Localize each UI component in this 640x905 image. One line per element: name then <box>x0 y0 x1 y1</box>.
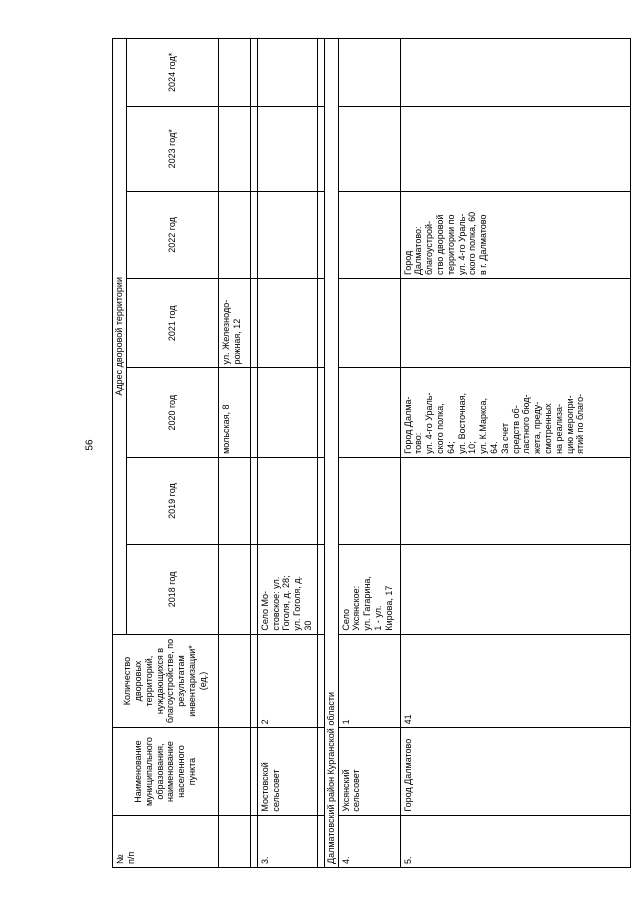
landscape-page <box>112 38 637 868</box>
table-row <box>218 39 250 868</box>
cell-2020: Город Далма- тово: ул. 4-го Ураль- ского полка, 64; ул. Восточная, 10; ул. К.Маркса, 64. За счет средств об- ластного бюд- жета, преду- смотренных на реализа- цию меропри- ятий по благо- <box>400 368 630 457</box>
cell-2023 <box>257 106 317 191</box>
table-row <box>400 39 630 868</box>
table-row <box>250 39 257 868</box>
region-row <box>324 39 338 868</box>
cell-2022 <box>257 191 317 278</box>
cell-count: 41 <box>400 634 630 728</box>
cell-2021 <box>338 279 400 368</box>
cell-2018: Село Мо- стовское: ул. Гоголя, д. 28; ул. Гоголя, д. 30 <box>257 545 317 634</box>
cell-name: Мостовской сельсовет <box>257 728 317 815</box>
header-name: Наименование муниципального образования, наименование населенного пункта <box>113 728 219 815</box>
page-number: 56 <box>84 439 96 451</box>
cell-2021 <box>400 279 630 368</box>
cell-2023 <box>400 106 630 191</box>
header-year: 2018 год <box>126 545 218 634</box>
cell-num: 3. <box>257 815 317 867</box>
header-year: 2019 год <box>126 457 218 544</box>
header-year: 2024 год* <box>126 39 218 107</box>
cell-2018 <box>400 545 630 634</box>
header-count: Количество дворовых территорий, нуждающихся в благоустройстве, по результатам инвентаризации* (ед.) <box>113 634 219 728</box>
cell-2019 <box>257 457 317 544</box>
table-row <box>257 39 317 868</box>
cell-2024 <box>400 39 630 107</box>
header-year: 2021 год <box>126 279 218 368</box>
cell-2022 <box>338 191 400 278</box>
cell-2020: мольская, 8 <box>218 368 250 457</box>
cell-num: 4. <box>338 815 400 867</box>
cell-2018: Село Уксянское: ул. Гагарина, 1 - ул. Кирова, 17 <box>338 545 400 634</box>
cell-2020 <box>338 368 400 457</box>
header-year: 2022 год <box>126 191 218 278</box>
courtyard-table <box>112 38 631 868</box>
cell-2019 <box>338 457 400 544</box>
header-year: 2020 год <box>126 368 218 457</box>
cell-count: 2 <box>257 634 317 728</box>
cell-2023 <box>338 106 400 191</box>
cell-2024 <box>257 39 317 107</box>
cell-2020 <box>257 368 317 457</box>
cell-count: 1 <box>338 634 400 728</box>
cell-num: 5. <box>400 815 630 867</box>
header-year: 2023 год* <box>126 106 218 191</box>
cell-2021: ул. Железнодо- рожная, 12 <box>218 279 250 368</box>
cell-2022: Город Далматово: благоустрой- ство дворовой территории по ул. 4-го Ураль- ского полка, 60 в г. Далматово <box>400 191 630 278</box>
cell-name: Уксянский сельсовет <box>338 728 400 815</box>
table-row <box>338 39 400 868</box>
cell-2021 <box>257 279 317 368</box>
header-num: № п/п <box>113 815 219 867</box>
cell-name: Город Далматово <box>400 728 630 815</box>
region-heading: Далматовский район Курганской области <box>324 39 338 868</box>
table-row <box>317 39 324 868</box>
cell-2019 <box>400 457 630 544</box>
cell-2024 <box>338 39 400 107</box>
header-address-group: Адрес дворовой территории <box>113 39 127 635</box>
